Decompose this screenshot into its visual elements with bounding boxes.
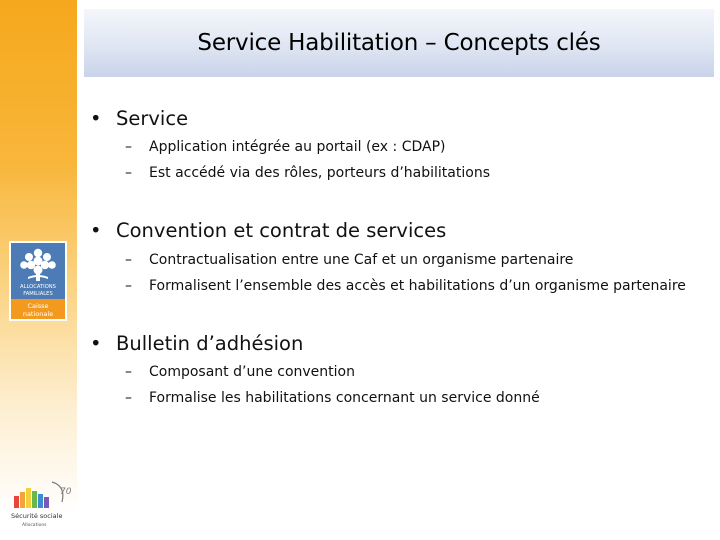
bullet-item: [90, 332, 303, 355]
sub-label: Composant d’une convention: [149, 364, 355, 380]
sub-label: Formalise les habilitations concernant un service donné: [149, 390, 540, 406]
securite-sociale-logo: [8, 472, 74, 530]
title-bar: [84, 9, 714, 77]
bullet-marker: •: [90, 219, 102, 242]
sub-item: [125, 390, 540, 406]
slide-title: Service Habilitation – Concepts clés: [197, 30, 601, 56]
bullet-item: [90, 219, 446, 242]
caf-logo-line1: ALLOCATIONS: [20, 284, 56, 290]
sub-item: [125, 139, 445, 155]
caf-logo-line3: Caisse: [27, 302, 49, 310]
bullet-label: Convention et contrat de services: [116, 219, 447, 242]
bullet-item: [90, 107, 188, 130]
sub-label: Est accédé via des rôles, porteurs d’habilitations: [149, 165, 490, 181]
sub-label: Formalisent l’ensemble des accès et habilitations d’un organisme partenaire: [149, 278, 686, 294]
svg-text:70: 70: [60, 487, 72, 497]
caf-logo-line4: nationale: [22, 310, 54, 318]
sub-label: Application intégrée au portail (ex : CDAP): [149, 139, 446, 155]
sub-marker: –: [125, 165, 132, 181]
sub-item: [125, 165, 490, 181]
sub-marker: –: [125, 139, 132, 155]
caf-logo-line2: FAMILIALES: [23, 291, 53, 297]
sub-label: Contractualisation entre une Caf et un organisme partenaire: [149, 252, 574, 268]
securite-sociale-line1: Sécurité sociale: [11, 512, 63, 520]
sub-marker: –: [125, 364, 132, 380]
bullet-label: Service: [116, 107, 189, 130]
bullet-marker: •: [90, 332, 102, 355]
sub-marker: –: [125, 390, 132, 406]
sub-item: [125, 278, 686, 294]
bullet-label: Bulletin d’adhésion: [116, 332, 304, 355]
sub-marker: –: [125, 278, 132, 294]
bullet-marker: •: [90, 107, 102, 130]
sub-item: [125, 252, 573, 268]
securite-sociale-line2: Allocations: [22, 523, 47, 528]
sub-marker: –: [125, 252, 132, 268]
sub-item: [125, 364, 355, 380]
caf-logo: [9, 241, 67, 321]
